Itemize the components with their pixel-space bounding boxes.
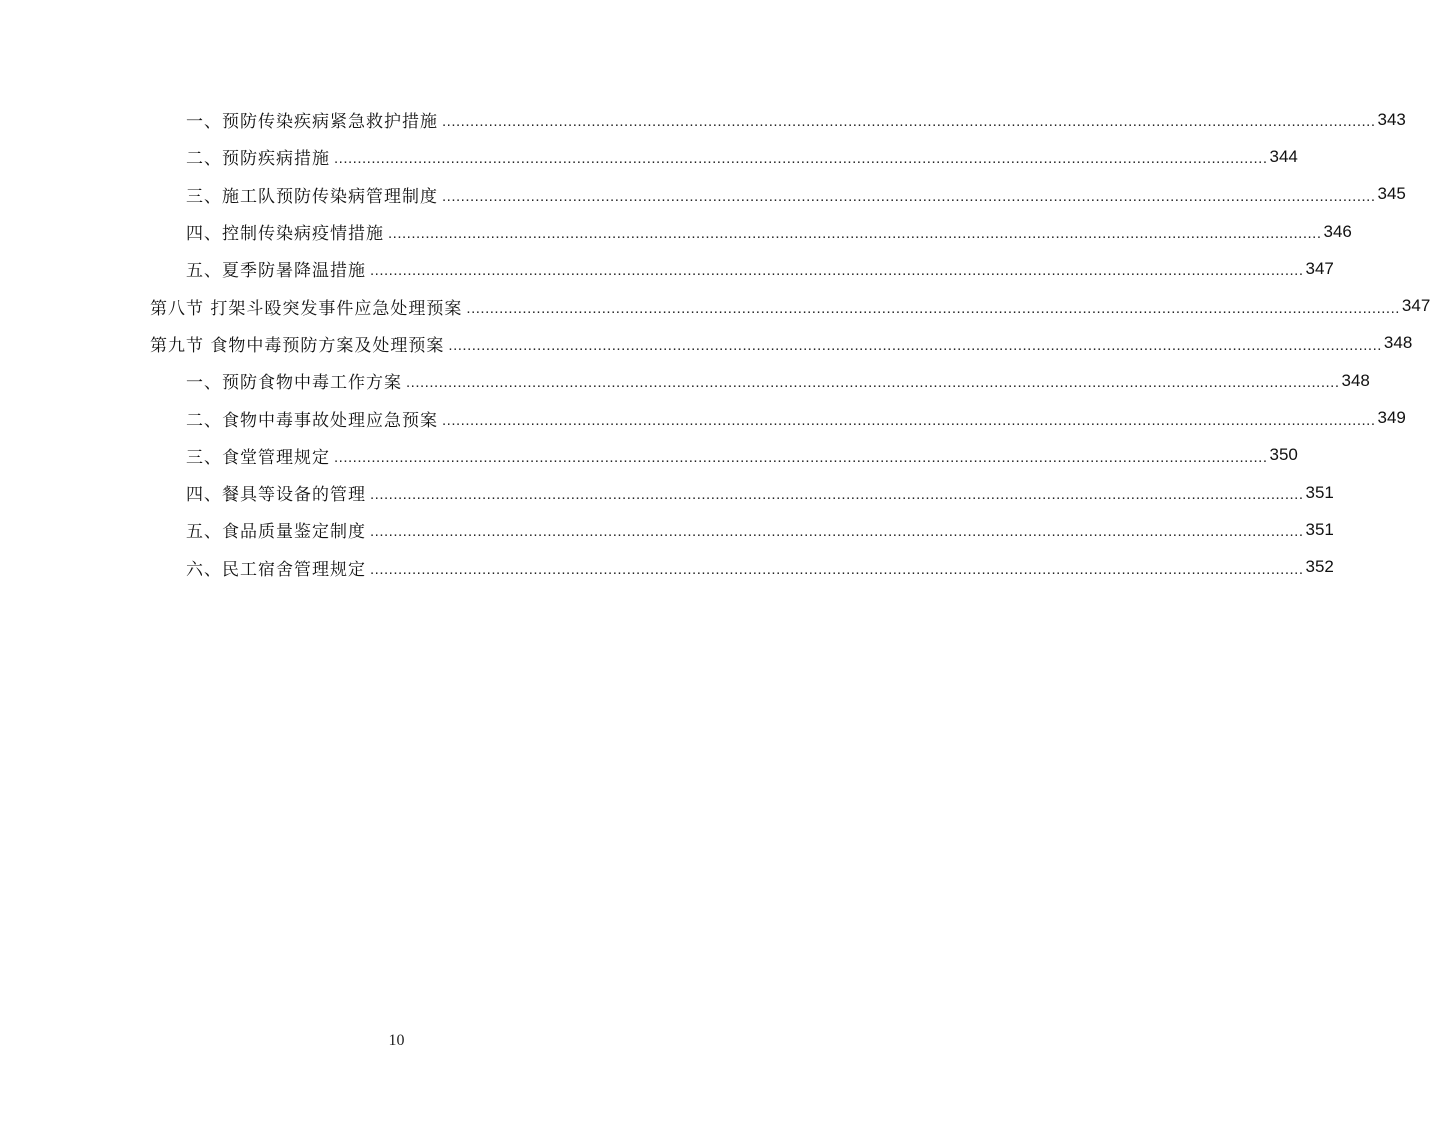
toc-entry[interactable] — [0, 176, 1406, 213]
toc-leader-dots: ........................................................................................................................................................................................................ — [442, 411, 1376, 429]
toc-entry-page: 348 — [1383, 333, 1413, 353]
toc-entry-title: 四、控制传染病疫情措施 — [186, 224, 384, 245]
toc-entry-page: 352 — [1305, 557, 1334, 577]
toc-leader-dots: ........................................................................................................................................................................................................ — [370, 523, 1304, 541]
toc-entry-title: 五、夏季防暑降温措施 — [186, 261, 366, 282]
toc-entry-title: 一、预防食物中毒工作方案 — [186, 373, 402, 394]
toc-leader-dots: ........................................................................................................................................................................................................ — [370, 262, 1304, 280]
toc-entry[interactable] — [0, 549, 1334, 586]
page-number: 10 — [388, 1032, 405, 1049]
toc-entry-page: 344 — [1269, 146, 1298, 166]
toc-leader-dots: ........................................................................................................................................................................................................ — [388, 225, 1322, 243]
toc-entry-title: 二、食物中毒事故处理应急预案 — [186, 410, 438, 431]
toc-entry-title: 四、餐具等设备的管理 — [186, 485, 366, 506]
toc-entry[interactable] — [0, 250, 1334, 287]
toc-section-entry[interactable] — [0, 287, 1430, 324]
toc-entry-title: 五、食品质量鉴定制度 — [186, 522, 366, 543]
toc-entry[interactable] — [0, 511, 1334, 548]
toc-entry-title: 二、预防疾病措施 — [186, 149, 330, 170]
toc-entry[interactable] — [0, 474, 1334, 511]
toc-entry-page: 347 — [1305, 258, 1334, 278]
toc-leader-dots: ........................................................................................................................................................................................................ — [442, 187, 1376, 205]
toc-entry-page: 348 — [1341, 370, 1370, 390]
toc-entry-page: 351 — [1305, 482, 1334, 502]
toc-entry-title: 第八节 打架斗殴突发事件应急处理预案 — [150, 298, 463, 319]
toc-leader-dots: ........................................................................................................................................................................................................ — [334, 150, 1268, 168]
toc-entry-page: 350 — [1269, 445, 1298, 465]
toc-entry-title: 一、预防传染疾病紧急救护措施 — [186, 112, 438, 133]
toc-entry-title: 三、食堂管理规定 — [186, 447, 330, 468]
toc-leader-dots: ........................................................................................................................................................................................................ — [406, 374, 1340, 392]
toc-entry[interactable] — [0, 213, 1352, 250]
toc-entry-page: 345 — [1377, 184, 1406, 204]
toc-entry-title: 第九节 食物中毒预防方案及处理预案 — [150, 335, 445, 356]
toc-entry[interactable] — [0, 437, 1298, 474]
toc-leader-dots: ........................................................................................................................................................................................................ — [466, 299, 1400, 317]
toc-leader-dots: ........................................................................................................................................................................................................ — [442, 113, 1376, 131]
toc-leader-dots: ........................................................................................................................................................................................................ — [370, 560, 1304, 578]
toc-entry[interactable] — [0, 101, 1406, 138]
toc-entry-page: 351 — [1305, 519, 1334, 539]
toc-entry-page: 347 — [1401, 296, 1430, 316]
toc-entry-page: 349 — [1377, 408, 1406, 428]
toc-leader-dots: ........................................................................................................................................................................................................ — [334, 448, 1268, 466]
toc-leader-dots: ........................................................................................................................................................................................................ — [448, 336, 1382, 354]
toc-entry[interactable] — [0, 399, 1406, 436]
table-of-contents — [0, 101, 1430, 586]
toc-leader-dots: ........................................................................................................................................................................................................ — [370, 486, 1304, 504]
toc-entry[interactable] — [0, 362, 1370, 399]
toc-entry-page: 346 — [1323, 221, 1352, 241]
toc-section-entry[interactable] — [0, 325, 1413, 362]
toc-entry-page: 343 — [1377, 109, 1406, 129]
toc-entry-title: 三、施工队预防传染病管理制度 — [186, 186, 438, 207]
toc-entry[interactable] — [0, 138, 1298, 175]
toc-entry-title: 六、民工宿舍管理规定 — [186, 559, 366, 580]
